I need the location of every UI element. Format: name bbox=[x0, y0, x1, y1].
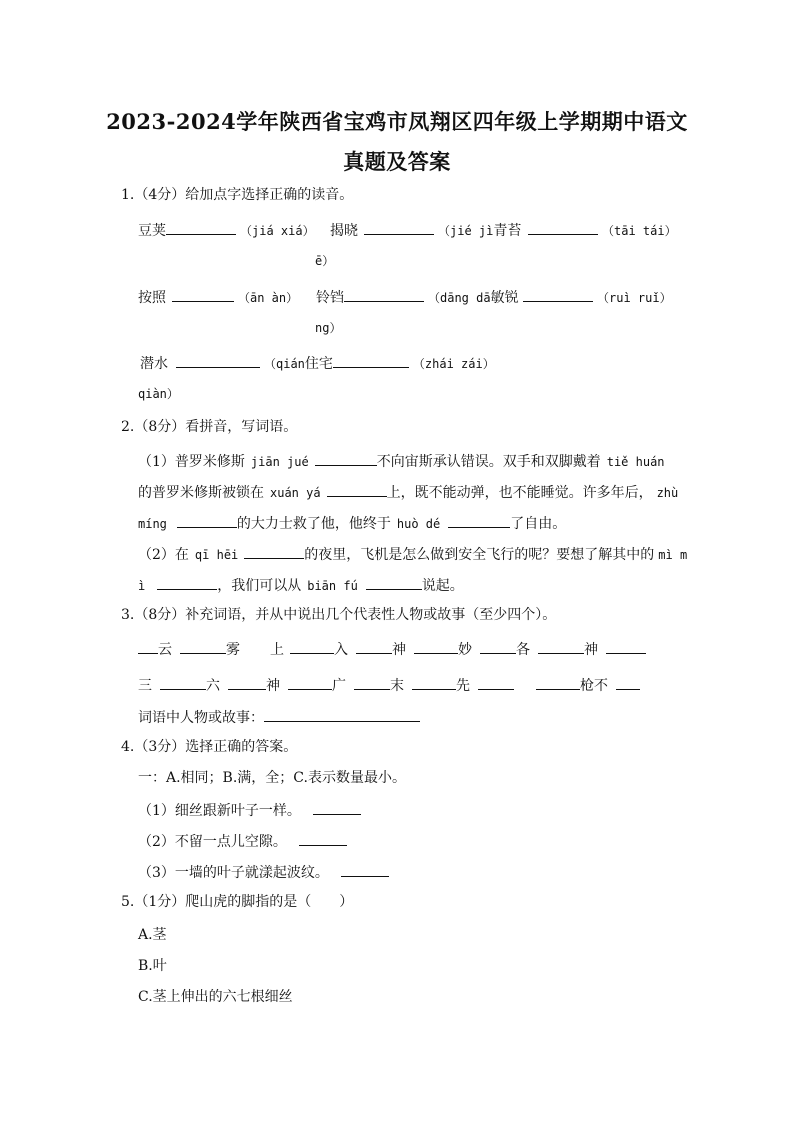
answer-blank[interactable] bbox=[160, 675, 206, 690]
answer-blank[interactable] bbox=[315, 451, 377, 466]
q1-word-minrui: 敏锐 bbox=[490, 290, 519, 306]
q2-text: 的夜里，飞机是怎么做到安全飞行的呢？要想了解其中的 bbox=[304, 547, 655, 563]
q2-text: 的大力士救了他，他终于 bbox=[236, 516, 391, 532]
q1-stem: 1.（4分）给加点字选择正确的读音。 bbox=[121, 187, 354, 203]
q4-item-3 bbox=[138, 862, 389, 882]
q1-row2-wrap: ng） bbox=[315, 321, 342, 335]
q3-char: 神 bbox=[584, 642, 598, 658]
q1-word-zhuzhai: 住宅 bbox=[304, 356, 333, 372]
q1-word-qianshui: 潜水 bbox=[140, 356, 168, 372]
q2-text: ，我们可以从 bbox=[217, 578, 302, 594]
answer-blank[interactable] bbox=[412, 675, 456, 690]
answer-blank[interactable] bbox=[333, 353, 409, 368]
q2-text: 的普罗米修斯被锁在 bbox=[138, 485, 264, 501]
answer-blank[interactable] bbox=[448, 513, 510, 528]
q5-option-c[interactable]: C.茎上伸出的六七根细丝 bbox=[138, 989, 293, 1005]
q2-p2-line2 bbox=[138, 575, 464, 595]
answer-blank[interactable] bbox=[299, 831, 347, 846]
answer-blank[interactable] bbox=[288, 675, 332, 690]
answer-blank[interactable] bbox=[414, 639, 458, 654]
answer-blank[interactable] bbox=[480, 639, 516, 654]
q3-char: 六 bbox=[206, 678, 220, 694]
q1-pinyin-options: （tāi tái） bbox=[602, 224, 677, 238]
answer-blank[interactable] bbox=[528, 220, 598, 235]
q1-row2-right bbox=[523, 287, 672, 307]
answer-blank[interactable] bbox=[180, 639, 226, 654]
q2-pinyin-zhuming-cont: míng bbox=[138, 517, 167, 531]
q5-option-a[interactable]: A.茎 bbox=[138, 927, 167, 943]
q4-stem: 4.（3分）选择正确的答案。 bbox=[121, 739, 298, 755]
q2-stem: 2.（8分）看拼音，写词语。 bbox=[121, 419, 298, 435]
answer-blank[interactable] bbox=[364, 220, 434, 235]
q3-answer-label: 词语中人物或故事： bbox=[138, 710, 264, 726]
q2-pinyin-zhuming: zhù bbox=[656, 486, 679, 500]
q1-word-doujia: 豆荚 bbox=[138, 223, 166, 239]
q1-word-anzhao: 按照 bbox=[138, 290, 166, 306]
q3-char: 云 bbox=[158, 642, 172, 658]
answer-blank[interactable] bbox=[157, 575, 217, 590]
q2-pinyin-mimi-cont: ì bbox=[138, 579, 146, 593]
answer-blank[interactable] bbox=[244, 544, 304, 559]
answer-blank[interactable] bbox=[177, 513, 237, 528]
q1-pinyin-options: （jié jì bbox=[438, 224, 494, 238]
answer-blank[interactable] bbox=[138, 639, 158, 654]
q2-p1-line1 bbox=[138, 451, 665, 471]
q4-item-text: （3）一墙的叶子就漾起波纹。 bbox=[138, 865, 329, 881]
q1-pinyin-options: （ruì ruǐ） bbox=[597, 291, 672, 305]
q2-p1-line2 bbox=[138, 482, 678, 502]
q3-char: 妙 bbox=[458, 642, 472, 658]
q3-char: 神 bbox=[392, 642, 406, 658]
q2-text: 上，既不能动弹，也不能睡觉。许多年后， bbox=[386, 485, 653, 501]
q1-row1-right bbox=[528, 220, 677, 240]
q3-char: 广 bbox=[332, 678, 346, 694]
q4-item-2 bbox=[138, 831, 347, 851]
answer-blank[interactable] bbox=[536, 675, 580, 690]
answer-blank[interactable] bbox=[327, 482, 387, 497]
q1-row2 bbox=[138, 287, 298, 307]
q1-row3 bbox=[140, 353, 495, 373]
answer-blank[interactable] bbox=[176, 353, 260, 368]
q3-char: 入 bbox=[334, 642, 348, 658]
q1-pinyin-options: （dāng dā bbox=[428, 291, 491, 305]
answer-blank[interactable] bbox=[538, 639, 584, 654]
answer-blank[interactable] bbox=[313, 800, 361, 815]
q3-char: 上 bbox=[270, 642, 284, 658]
q2-pinyin-xuanya: xuán yá bbox=[270, 486, 321, 500]
answer-blank[interactable] bbox=[228, 675, 266, 690]
document-title-line1: 2023-2024学年陕西省宝鸡市凤翔区四年级上学期期中语文 bbox=[106, 109, 688, 134]
q3-stem: 3.（8分）补充词语，并从中说出几个代表性人物或故事（至少四个）。 bbox=[121, 607, 557, 623]
q1-row1 bbox=[138, 220, 315, 240]
q1-word-lingdang: 铃铛 bbox=[316, 290, 344, 306]
q1-word-qingtai: 青苔 bbox=[493, 223, 522, 239]
q1-pinyin-options: （zhái zái） bbox=[412, 357, 495, 371]
q2-pinyin-jianjue: jiān jué bbox=[250, 455, 309, 469]
document-title-line2: 真题及答案 bbox=[343, 149, 451, 174]
q1-row1-wrap: ē） bbox=[315, 254, 335, 268]
q1-word-jiexiao: 揭晓 bbox=[330, 223, 358, 239]
q2-pinyin-bianfu: biān fú bbox=[307, 579, 358, 593]
q4-definitions: 一：A.相同；B.满，全；C.表示数量最小。 bbox=[138, 770, 406, 786]
answer-blank[interactable] bbox=[341, 862, 389, 877]
q3-char: 末 bbox=[390, 678, 404, 694]
answer-blank[interactable] bbox=[172, 287, 234, 302]
answer-blank[interactable] bbox=[478, 675, 514, 690]
answer-blank[interactable] bbox=[606, 639, 646, 654]
q2-text: 不向宙斯承认错误。双手和双脚戴着 bbox=[376, 454, 601, 470]
q2-text: （1）普罗米修斯 bbox=[138, 454, 245, 470]
q2-text: 说起。 bbox=[421, 578, 464, 594]
q2-pinyin-qihei: qī hēi bbox=[194, 548, 239, 562]
answer-blank[interactable] bbox=[166, 220, 236, 235]
answer-blank[interactable] bbox=[616, 675, 640, 690]
q3-char: 雾 bbox=[226, 642, 240, 658]
q3-answer-line bbox=[138, 707, 420, 727]
answer-blank[interactable] bbox=[290, 639, 334, 654]
q4-item-1 bbox=[138, 800, 361, 820]
answer-blank[interactable] bbox=[523, 287, 593, 302]
q3-char: 先 bbox=[456, 678, 470, 694]
q3-row2 bbox=[138, 675, 640, 695]
q4-item-text: （1）细丝跟新叶子一样。 bbox=[138, 803, 301, 819]
q2-pinyin-huode: huò dé bbox=[396, 517, 441, 531]
q1-row1-mid bbox=[330, 220, 521, 240]
q2-p1-line3 bbox=[138, 513, 566, 533]
answer-blank[interactable] bbox=[356, 639, 392, 654]
q3-char: 三 bbox=[138, 678, 152, 694]
q2-pinyin-mimi: mì m bbox=[658, 548, 688, 562]
q1-pinyin-options: （ān àn） bbox=[238, 291, 299, 305]
q1-pinyin-options: （qián bbox=[264, 357, 305, 371]
q3-char: 神 bbox=[266, 678, 280, 694]
q4-item-text: （2）不留一点儿空隙。 bbox=[138, 834, 287, 850]
q1-row2-mid bbox=[316, 287, 519, 307]
q2-p2-line1 bbox=[138, 544, 687, 564]
q3-char: 各 bbox=[516, 642, 530, 658]
answer-blank[interactable] bbox=[354, 675, 390, 690]
q3-row1 bbox=[138, 639, 646, 659]
q1-pinyin-options: （jiá xiá） bbox=[240, 224, 315, 238]
q1-row3-wrap: qiàn） bbox=[138, 387, 179, 401]
q3-char: 枪不 bbox=[580, 678, 608, 694]
q2-text: 了自由。 bbox=[510, 516, 567, 532]
q5-stem: 5.（1分）爬山虎的脚指的是（ ） bbox=[121, 894, 354, 910]
q2-pinyin-tiehuan: tiě huán bbox=[606, 455, 665, 469]
answer-blank[interactable] bbox=[366, 575, 422, 590]
answer-blank[interactable] bbox=[344, 287, 424, 302]
q2-text: （2）在 bbox=[138, 547, 189, 563]
q5-option-b[interactable]: B.叶 bbox=[138, 958, 167, 974]
answer-blank[interactable] bbox=[264, 707, 420, 722]
